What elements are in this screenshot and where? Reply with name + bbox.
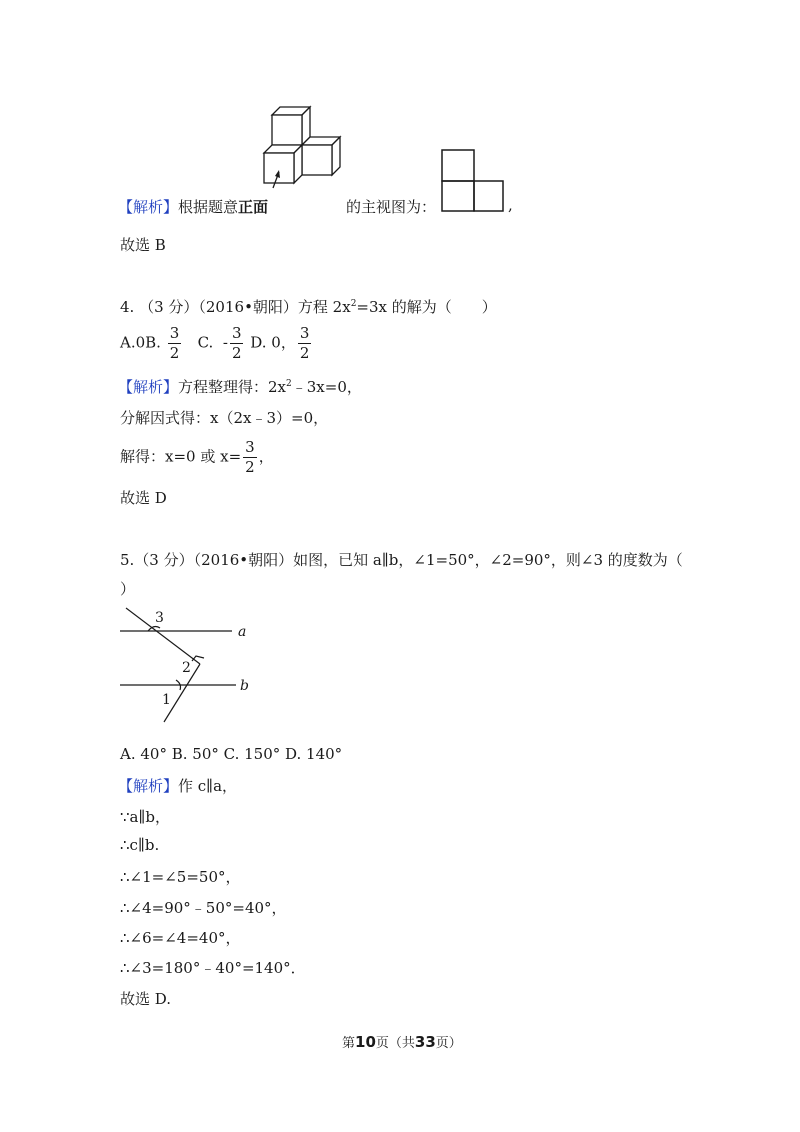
q4-solution-1 <box>118 376 362 397</box>
q3-solution-line-2 <box>346 196 436 217</box>
view-square-bottom-left <box>442 181 474 211</box>
page-number: 10 <box>355 1033 376 1051</box>
solution-tag: 【解析】 <box>118 198 179 216</box>
right-angle-mark <box>192 656 204 661</box>
minus-sign: - <box>222 333 228 352</box>
q5-step-6: ∴∠3=180°﹣40°=140°． <box>120 959 306 977</box>
solution-tag: 【解析】 <box>118 777 179 795</box>
fraction-three-halves: $\frac{3}{2}$ <box>299 324 310 362</box>
footer-text: 第 <box>342 1036 356 1051</box>
label-2: 2 <box>182 660 191 676</box>
q5-step-5: ∴∠6=∠4=40°， <box>120 929 241 947</box>
q4-conclusion: 故选 D <box>120 489 167 507</box>
label-b: b <box>240 678 249 694</box>
q5-conclusion: 故选 D. <box>120 990 172 1008</box>
q3-solution-line <box>118 196 268 217</box>
front-label: 正面 <box>238 198 269 216</box>
q4-solution-3 <box>120 440 274 475</box>
option-a: A.0 <box>120 333 146 352</box>
fraction-three-halves: $\frac{3}{2}$ <box>231 324 242 362</box>
option-b: B. <box>145 333 161 352</box>
view-square-top <box>442 150 474 181</box>
fraction-three-halves: $\frac{3}{2}$ <box>245 438 255 476</box>
label-1: 1 <box>162 692 171 708</box>
total-pages: 33 <box>414 1033 436 1051</box>
q5-solution-0 <box>118 775 237 796</box>
footer-text: 页（共 <box>375 1036 415 1051</box>
cube-front-face <box>264 153 294 183</box>
stem-text: =3x 的解为（ ） <box>356 298 497 316</box>
q5-step-1: ∵a∥b， <box>120 808 171 826</box>
superscript: 2 <box>286 379 292 389</box>
q5-stem-line-1: 5.（3 分）（2016•朝阳）如图，已知 a∥b，∠1=50°，∠2=90°，则∠3 的度数为（ <box>120 551 683 569</box>
cube-front-face <box>302 145 332 175</box>
solution-text: 根据题意 <box>178 198 239 216</box>
q5-step-4: ∴∠4=90°﹣50°=40°， <box>120 899 287 917</box>
view-square-bottom-right <box>474 181 503 211</box>
comma: , <box>508 196 513 214</box>
q4-solution-2: 分解因式得：x（2x﹣3）=0， <box>120 409 329 427</box>
label-a: a <box>238 624 247 640</box>
q4-options <box>120 326 313 361</box>
q5-options: A. 40° B. 50° C. 150° D. 140° <box>120 745 343 763</box>
cube-front-face <box>272 115 302 145</box>
q5-step-2: ∴c∥b. <box>120 836 160 854</box>
solution-tag: 【解析】 <box>118 378 179 396</box>
page-footer <box>342 1032 462 1051</box>
solution-text: 的主视图为： <box>346 198 437 216</box>
solution-text: 方程整理得：2x <box>178 378 287 396</box>
cube-stack-figure <box>255 100 355 190</box>
solution-text: 解得：x=0 或 x= <box>120 447 242 466</box>
option-d: D. 0， <box>250 333 296 352</box>
q5-step-3: ∴∠1=∠5=50°， <box>120 868 241 886</box>
q3-conclusion: 故选 B <box>120 236 166 254</box>
solution-text: ， <box>258 447 274 466</box>
q5-stem-line-2: ） <box>120 580 136 598</box>
stem-text: 4. （3 分）（2016•朝阳）方程 2x <box>120 298 351 316</box>
fraction-three-halves: $\frac{3}{2}$ <box>169 324 180 362</box>
footer-text: 页） <box>435 1036 462 1051</box>
q4-stem <box>120 296 497 317</box>
front-view-figure <box>440 148 506 214</box>
parallel-lines-figure <box>110 600 270 725</box>
solution-text: ﹣3x=0， <box>291 378 362 396</box>
option-c: C. <box>197 333 214 352</box>
superscript: 2 <box>350 299 357 309</box>
label-3: 3 <box>155 610 164 626</box>
solution-text: 作 c∥a， <box>178 777 238 795</box>
